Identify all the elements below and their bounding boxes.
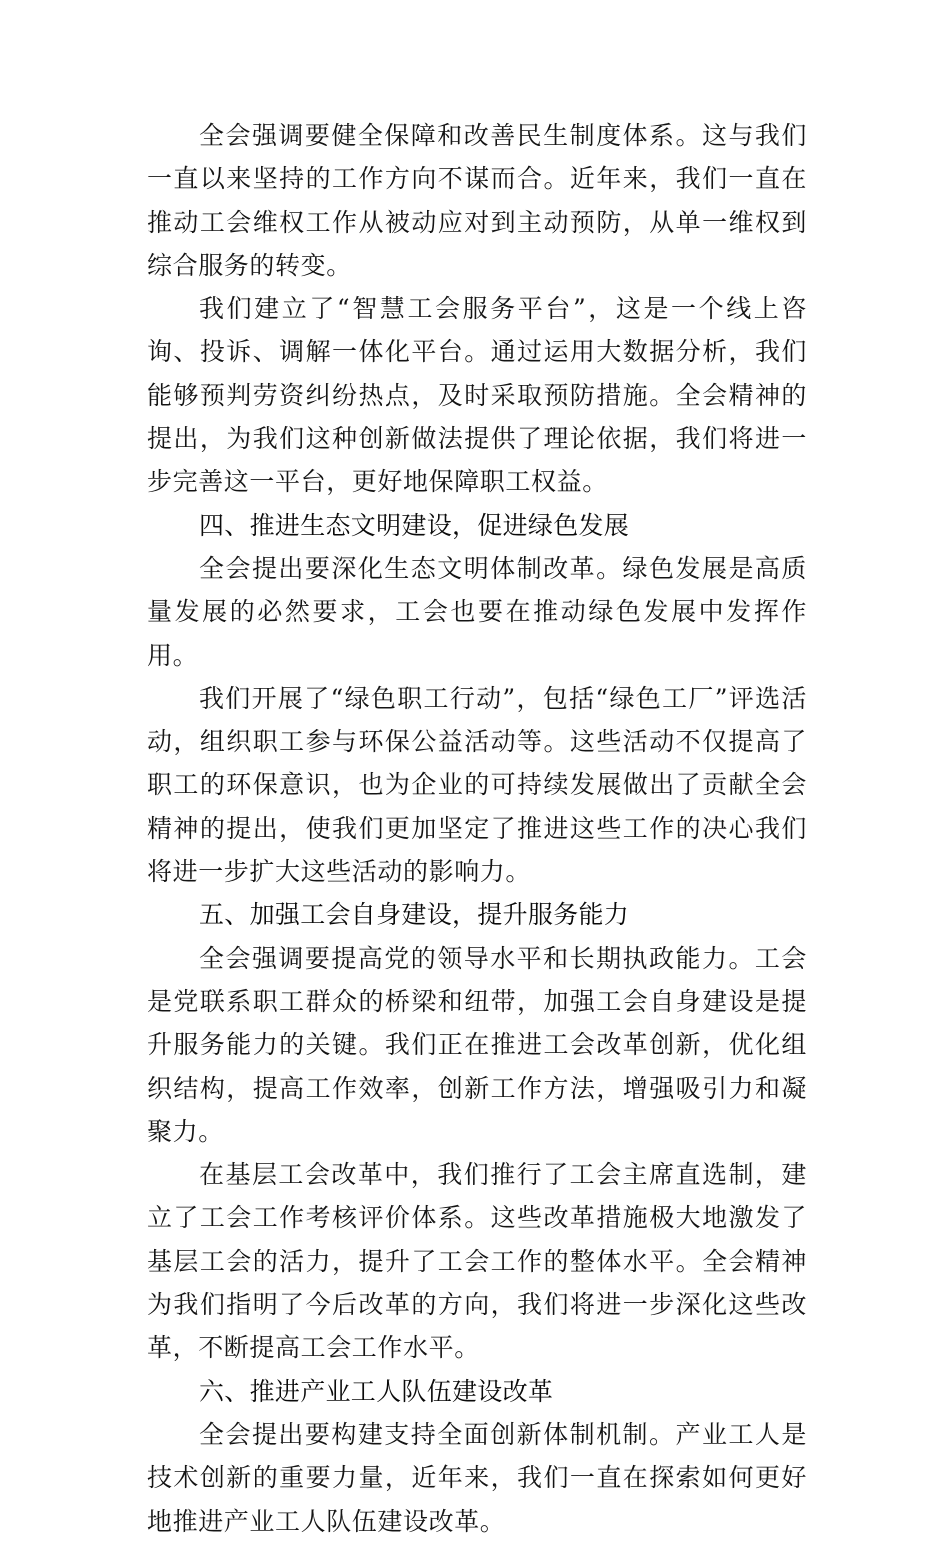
paragraph-green-worker-action: 我们开展了“绿色职工行动”，包括“绿色工厂”评选活动，组织职工参与环保公益活动等。这些活动不仅提高了职工的环保意识，也为企业的可持续发展做出了贡献全会精神的提出，使我们更加坚定了推进这些工作的决心我们将进一步扩大这些活动的影响力。 (147, 683, 807, 887)
paragraph-ecological-reform: 全会提出要深化生态文明体制改革。绿色发展是高质量发展的必然要求，工会也要在推动绿色发展中发挥作用。 (147, 553, 807, 670)
paragraph-party-leadership: 全会强调要提高党的领导水平和长期执政能力。工会是党联系职工群众的桥梁和纽带，加强工会自身建设是提升服务能力的关键。我们正在推进工会改革创新，优化组织结构，提高工作效率，创新工作方法，增强吸引力和凝聚力。 (147, 943, 807, 1146)
section-heading-union-self-building: 五、加强工会自身建设，提升服务能力 (199, 900, 630, 930)
section-heading-industrial-workers: 六、推进产业工人队伍建设改革 (199, 1376, 554, 1406)
paragraph-innovation-mechanism: 全会提出要构建支持全面创新体制机制。产业工人是技术创新的重要力量，近年来，我们一直在探索如何更好地推进产业工人队伍建设改革。 (147, 1419, 807, 1536)
section-heading-ecological: 四、推进生态文明建设，促进绿色发展 (199, 510, 630, 540)
document-page (147, 114, 807, 1543)
paragraph-smart-union-platform: 我们建立了“智慧工会服务平台”，这是一个线上咨询、投诉、调解一体化平台。通过运用大数据分析，我们能够预判劳资纠纷热点，及时采取预防措施。全会精神的提出，为我们这种创新做法提供了理论依据，我们将进一步完善这一平台，更好地保障职工权益。 (147, 294, 807, 497)
paragraph-livelihood-system: 全会强调要健全保障和改善民生制度体系。这与我们一直以来坚持的工作方向不谋而合。近年来，我们一直在推动工会维权工作从被动应对到主动预防，从单一维权到综合服务的转变。 (147, 121, 807, 280)
paragraph-grassroots-reform: 在基层工会改革中，我们推行了工会主席直选制，建立了工会工作考核评价体系。这些改革措施极大地激发了基层工会的活力，提升了工会工作的整体水平。全会精神为我们指明了今后改革的方向，我们将进一步深化这些改革，不断提高工会工作水平。 (147, 1160, 807, 1363)
